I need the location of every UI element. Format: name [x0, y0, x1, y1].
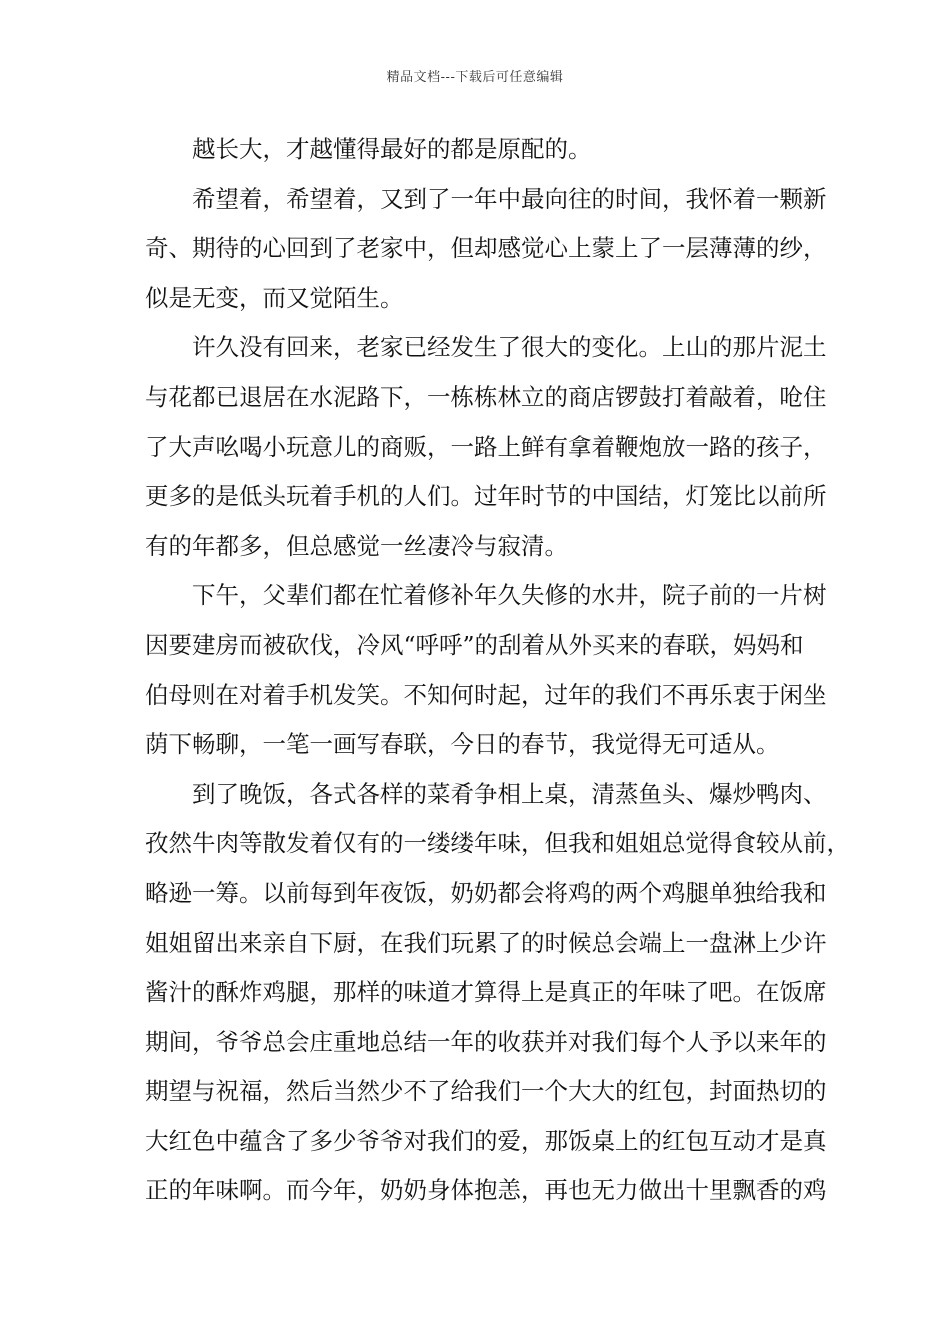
- text-line: 大红色中蕴含了多少爷爷对我们的爱，那饭桌上的红包互动才是真: [145, 1126, 827, 1155]
- document-body: [145, 125, 850, 1216]
- text-line: 姐姐留出来亲自下厨，在我们玩累了的时候总会端上一盘淋上少许: [145, 928, 827, 957]
- text-line: 因要建房而被砍伐，冷风“呼呼”的刮着从外买来的春联，妈妈和: [145, 630, 804, 659]
- text-line: 更多的是低头玩着手机的人们。过年时节的中国结，灯笼比以前所: [145, 482, 827, 511]
- text-line: 到了晚饭，各式各样的菜肴争相上桌，清蒸鱼头、爆炒鸭肉、: [192, 779, 827, 808]
- text-line: 略逊一筹。以前每到年夜饭，奶奶都会将鸡的两个鸡腿单独给我和: [145, 878, 827, 907]
- text-line: 许久没有回来，老家已经发生了很大的变化。上山的那片泥土: [192, 333, 827, 362]
- text-line: 孜然牛肉等散发着仅有的一缕缕年味，但我和姐姐总觉得食较从前，: [145, 829, 850, 858]
- text-line: 伯母则在对着手机发笑。不知何时起，过年的我们不再乐衷于闲坐: [145, 680, 827, 709]
- text-line: 有的年都多，但总感觉一丝凄冷与寂清。: [145, 531, 568, 560]
- text-line: 下午，父辈们都在忙着修补年久失修的水井，院子前的一片树: [192, 581, 827, 610]
- text-line: 与花都已退居在水泥路下，一栋栋林立的商店锣鼓打着敲着，呛住: [145, 382, 827, 411]
- text-line: 正的年味啊。而今年，奶奶身体抱恙，再也无力做出十里飘香的鸡: [145, 1176, 827, 1205]
- text-line: 奇、期待的心回到了老家中，但却感觉心上蒙上了一层薄薄的纱，: [145, 234, 827, 263]
- text-line: 似是无变，而又觉陌生。: [145, 283, 404, 312]
- text-line: 期间，爷爷总会庄重地总结一年的收获并对我们每个人予以来年的: [145, 1027, 827, 1056]
- text-line: 了大声吆喝小玩意儿的商贩，一路上鲜有拿着鞭炮放一路的孩子，: [145, 432, 827, 461]
- text-line: 越长大，才越懂得最好的都是原配的。: [192, 135, 592, 163]
- text-line: 期望与祝福，然后当然少不了给我们一个大大的红包，封面热切的: [145, 1077, 827, 1106]
- text-line: 希望着，希望着，又到了一年中最向往的时间，我怀着一颗新: [192, 184, 827, 213]
- page-header: 精品文档---下载后可任意编辑: [386, 70, 564, 85]
- text-line: 酱汁的酥炸鸡腿，那样的味道才算得上是真正的年味了吧。在饭席: [145, 978, 827, 1007]
- text-line: 荫下畅聊，一笔一画写春联，今日的春节，我觉得无可适从。: [145, 730, 780, 759]
